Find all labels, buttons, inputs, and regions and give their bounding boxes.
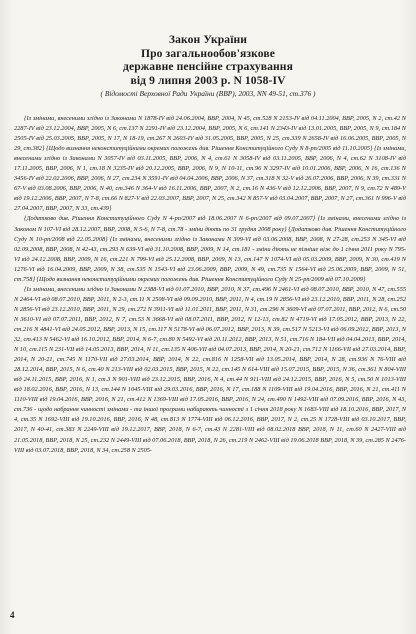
amendments-text — [14, 114, 406, 456]
amendments-paragraph: {Із змінами, внесеними згідно із Законами N 1878-IV від 24.06.2004, ВВР, 2004, N 45, ст.528 N 2153-IV від 04.11.2004, ВВР, 2005, N 2, ст.42 N 2287-IV від 23.12.2004, ВВР, 2005, N 6, ст.137 N 2291-IV від 23.12.2004, ВВР, 2005, N 6, ст.141 N 2343-IV від 13.01.2005, ВВР, 2005, N 9, ст.184 N 2505-IV від 25.03.2005, ВВР, 2005, N 17, N 18-19, ст.267 N 2603-IV від 31.05.2005, ВВР, 2005, N 25, ст.339 N 2658-IV від 16.06.2005, ВВР, 2005, N 29, ст.382} {Щодо визнання неконституційними окремих положень див. Рішення Конституційного Суду N 8-рп/2005 від 11.10.2005} {Із змінами, внесеними згідно із Законами N 3057-IV від 03.11.2005, ВВР, 2006, N 4, ст.61 N 3058-IV від 03.11.2005, ВВР, 2006, N 4, ст.62 N 3108-IV від 17.11.2005, ВВР, 2006, N 1, ст.18 N 3235-IV від 20.12.2005, ВВР, 2006, N 9, N 10-11, ст.96 N 3297-IV від 10.01.2006, ВВР, 2006, N 16, ст.136 N 3456-IV від 22.02.2006, ВВР, 2006, N 27, ст.234 N 3591-IV від 04.04.2006, ВВР, 2006, N 37, ст.318 N 32-V від 26.07.2006, ВВР, 2006, N 39, ст.331 N 67-V від 03.08.2006, ВВР, 2006, N 40, ст.346 N 364-V від 16.11.2006, ВВР, 2007, N 2, ст.16 N 436-V від 12.12.2006, ВВР, 2007, N 9, ст.72 N 489-V від 19.12.2006, ВВР, 2007, N 7-8, ст.66 N 827-V від 22.03.2007, ВВР, 2007, N 25, ст.342 N 857-V від 03.04.2007, ВВР, 2007, N 27, ст.361 N 996-V від 27.04.2007, ВВР, 2007, N 33, ст.439} — [14, 115, 406, 213]
source-citation: ( Відомості Верховної Ради України (ВВР), 2003, NN 49-51, ст.376 ) — [100, 89, 316, 99]
page-number: 4 — [10, 610, 15, 620]
amendments-paragraph: {Із змінами, внесеними згідно із Законами N 2388-VI від 01.07.2010, ВВР, 2010, N 37, ст.496 N 2461-VI від 08.07.2010, ВВР, 2010, N 47, ст.555 N 2464-VI від 08.07.2010, ВВР, 2011, N 2-3, ст.11 N 2508-VI від 09.09.2010, ВВР, 2011, N 4, ст.19 N 2856-VI від 23.12.2010, ВВР, 2011, N 28, ст.252 N 2856-VI від 23.12.2010, ВВР, 2011, N 29, ст.272 N 3911-VI від 11.01.2011, ВВР, 2011, N 31, ст.296 N 3609-VI від 07.07.2011, ВВР, 2012, N 6, ст.50 N 3610-VI від 07.07.2011, ВВР, 2012, N 7, ст.53 N 3668-VI від 08.07.2011, ВВР, 2012, N 12-13, ст.82 N 4719-VI від 17.05.2012, ВВР, 2013, N 22, ст.216 N 4841-VI від 24.05.2012, ВВР, 2013, N 15, ст.117 N 5178-VI від 06.07.2012, ВВР, 2013, N 39, ст.517 N 5213-VI від 06.09.2012, ВВР, 2013, N 32, ст.413 N 5462-VI від 16.10.2012, ВВР, 2014, N 6-7, ст.80 N 5492-VI від 20.11.2012, ВВР, 2013, N 51, ст.716 N 184-VII від 04.04.2013, ВВР, 2014, N 10, ст.115 N 231-VII від 14.05.2013, ВВР, 2014, N 11, ст.135 N 406-VII від 04.07.2013, ВВР, 2014, N 20-21, ст.712 N 1166-VII від 27.03.2014, ВВР, 2014, N 20-21, ст.745 N 1170-VII від 27.03.2014, ВВР, 2014, N 22, ст.816 N 1258-VII від 13.05.2014, ВВР, 2014, N 28, ст.936 N 76-VIII від 28.12.2014, ВВР, 2015, N 6, ст.40 N 213-VIII від 02.03.2015, ВВР, 2015, N 22, ст.145 N 614-VIII від 15.07.2015, ВВР, 2015, N 36, ст.361 N 804-VIII від 24.11.2015, ВВР, 2016, N 1, ст.3 N 901-VIII від 23.12.2015, ВВР, 2016, N 4, ст.44 N 911-VIII від 24.12.2015, ВВР, 2016, N 5, ст.50 N 1013-VIII від 18.02.2016, ВВР, 2016, N 13, ст.144 N 1045-VIII від 29.03.2016, ВВР, 2016, N 17, ст.188 N 1109-VIII від 19.04.2016, ВВР, 2016, N 21, ст.411 N 1110-VIII від 19.04.2016, ВВР, 2016, N 21, ст.412 N 1369-VIII від 17.05.2016, ВВР, 2016, N 24, ст.490 N 1492-VIII від 07.09.2016, ВВР, 2016, N 43, ст.736 - щодо набрання чинності змінами - та іншої програми набирають чинності з 1 січня 2018 року N 1683-VIII від 18.10.2016, ВВР, 2017, N 4, ст.35 N 1692-VIII від 19.10.2016, ВВР, 2016, N 48, ст.813 N 1774-VIII від 06.12.2016, ВВР, 2017, N 2, ст.25 N 1728-VIII від 03.10.2017, ВВР, 2017, N 40-41, ст.383 N 2249-VIII від 19.12.2017, ВВР, 2018, N 6-7, ст.43 N 2281-VIII від 08.02.2018 ВВР, 2018, N 11, ст.60 N 2427-VIII від 21.05.2018, ВВР, 2018, N 25, ст.232 N 2449-VIII від 07.06.2018, ВВР, 2018, N 26, ст.219 N 2462-VIII від 19.06.2018 ВВР, 2018, N 39, ст.285 N 2476-VIII від 03.07.2018, ВВР, 2018, N 34, ст.258 N 2505- — [14, 285, 406, 454]
document-header — [0, 33, 416, 99]
law-date-number: від 9 липня 2003 р. N 1058-IV — [130, 73, 286, 87]
law-title-line-1: Про загальнообов'язкове — [141, 46, 275, 60]
law-label: Закон України — [168, 33, 248, 46]
amendments-paragraph: {Додатково див. Рішення Конституційного Суду N 4-рп/2007 від 18.06.2007 N 6-рп/2007 від 09.07.2007} {Із змінами, внесеними згідно із Законом N 107-VI від 28.12.2007, ВВР, 2008, N 5-6, N 7-8, ст.78 - зміни діють по 31 грудня 2008 року} {Додатково див. Рішення Конституційного Суду N 10-рп/2008 від 22.05.2008} {Із змінами, внесеними згідно із Законами N 309-VI від 03.06.2008, ВВР, 2008, N 27-28, ст.253 N 345-VI від 02.09.2008, ВВР, 2008, N 42-43, ст.293 N 639-VI від 31.10.2008, ВВР, 2009, N 14, ст.181 - зміни діють не пізніше ніж до 1 січня 2011 року N 795-VI від 24.12.2008, ВВР, 2009, N 16, ст.221 N 799-VI від 25.12.2008, ВВР, 2009, N 13, ст.147 N 1074-VI від 05.03.2009, ВВР, 2009, N 30, ст.419 N 1276-VI від 16.04.2009, ВВР, 2009, N 38, ст.535 N 1543-VI від 23.06.2009, ВВР, 2009, N 49, ст.735 N 1564-VI від 25.06.2009, ВВР, 2009, N 51, ст.758} {Щодо визнання неконституційними окремих положень див. Рішення Конституційного Суду N 25-рп/2009 від 07.10.2009} — [14, 215, 406, 283]
law-title-line-2: державне пенсійне страхування — [123, 60, 293, 74]
